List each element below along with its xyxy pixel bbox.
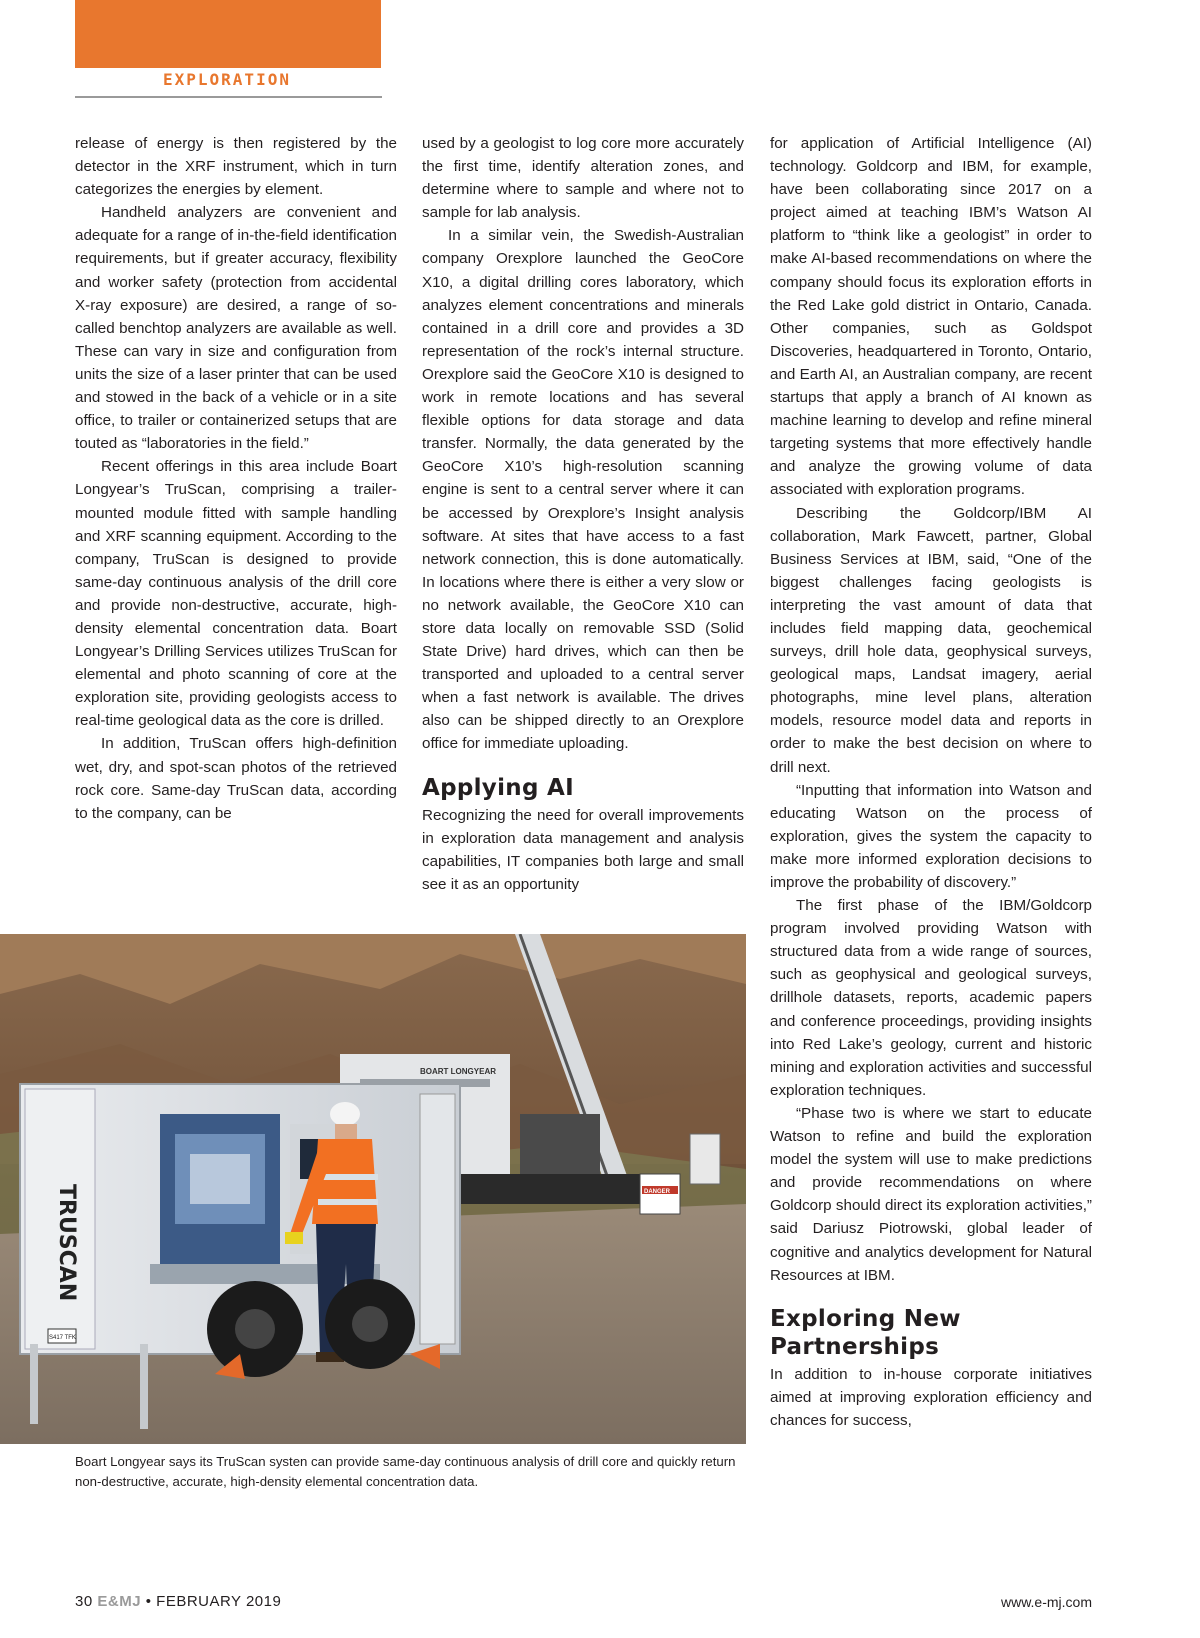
footer-separator: • bbox=[145, 1593, 152, 1610]
license-plate: S417 TFK bbox=[49, 1335, 76, 1341]
paragraph: Describing the Goldcorp/IBM AI collaboration, Mark Fawcett, partner, Global Business Services at IBM, said, “One of the biggest challenges facing geologists is interpreting the vast amount of data that includes field mapping data, geochemical surveys, drill hole data, geophysical surveys, geological maps, Landsat imagery, aerial photographs, mine level plans, alteration models, resource model data and reports in order to make the best decision on where to drill next. bbox=[770, 504, 1092, 776]
article-column-3 bbox=[770, 132, 1092, 1432]
paragraph: In a similar vein, the Swedish-Australian company Orexplore launched the GeoCore X10, a digital drilling cores laboratory, which analyzes element concentrations and minerals contained in a drill core and provides a 3D representation of the rock’s internal structure. Orexplore said the GeoCore X10 is designed to work in remote locations and has several flexible options for data storage and data transfer. Normally, the data generated by the GeoCore X10’s high-resolution scanning engine is sent to a central server where it can be accessed by Orexplore’s Insight analysis software. At sites that have access to a fast network connection, this is done automatically. In locations where there is either a very slow or no network available, the GeoCore X10 can store data locally on removable SSD (Solid State Drive) hard drives, which can then be transported and uploaded to a central server when a fast network is available. The drives also can be shipped directly to an Orexplore office for immediate uploading. bbox=[422, 227, 744, 753]
subheading-exploring-partnerships: Exploring New Partnerships bbox=[770, 1305, 961, 1360]
photo-caption: Boart Longyear says its TruScan systen can provide same-day continuous analysis of drill core and quickly return non-destructive, accurate, high-density elemental concentration data. bbox=[75, 1454, 736, 1489]
paragraph: Handheld analyzers are convenient and adequate for a range of in-the-field identification requirements, but if greater accuracy, flexibility and worker safety (protection from accidental X-ray exposure) are desired, a range of so-called benchtop analyzers are available as well. These can vary in size and configuration from units the size of a laser printer that can be used and stowed in the back of a vehicle or in a site office, to trailer or containerized setups that are touted as “laboratories in the field.” bbox=[75, 204, 397, 453]
paragraph: The first phase of the IBM/Goldcorp program involved providing Watson with structured data from a wide range of sources, such as geophysical and geological surveys, drillhole datasets, reports, academic papers and conference proceedings, providing insights into Red Lake’s geology, current and historic mining and exploration activities and successful exploration techniques. bbox=[770, 897, 1092, 1099]
trailer-brand-label: TRUSCAN bbox=[54, 1184, 79, 1302]
website-url[interactable]: www.e-mj.com bbox=[1000, 1594, 1092, 1610]
magazine-brand: E&MJ bbox=[97, 1593, 142, 1610]
article-column-2 bbox=[422, 132, 744, 896]
subheading-applying-ai: Applying AI bbox=[422, 774, 574, 801]
article-column-1 bbox=[75, 132, 397, 825]
danger-sign-label: DANGER bbox=[644, 1189, 671, 1195]
paragraph: “Phase two is where we start to educate Watson to refine and build the exploration model the system will use to make predictions and provide recommendations on where Goldcorp should direct its exploration activities,” said Dariusz Piotrowski, global leader of cognitive and analytics development for Natural Resources at IBM. bbox=[770, 1104, 1092, 1284]
rig-brand-label: BOART LONGYEAR bbox=[420, 1067, 496, 1076]
issue-date: FEBRUARY 2019 bbox=[156, 1593, 282, 1610]
paragraph: Recognizing the need for overall improvements in exploration data management and analysis capabilities, IT companies both large and small see it as an opportunity bbox=[422, 806, 744, 893]
paragraph: used by a geologist to log core more accurately the first time, identify alteration zones, and determine where to sample and where not to sample for lab analysis. bbox=[422, 135, 744, 222]
paragraph: In addition, TruScan offers high-definition wet, dry, and spot-scan photos of the retrieved rock core. Same-day TruScan data, according to the company, can be bbox=[75, 735, 397, 822]
page-footer-left bbox=[75, 1593, 281, 1610]
truscan-trailer-photo bbox=[0, 934, 746, 1444]
paragraph: release of energy is then registered by the detector in the XRF instrument, which in turn categorizes the energies by element. bbox=[75, 135, 397, 199]
paragraph: Recent offerings in this area include Boart Longyear’s TruScan, comprising a trailer-mounted module fitted with sample handling and XRF scanning equipment. According to the company, TruScan is designed to provide same-day continuous analysis of the drill core and provide non-destructive, accurate, high-density elemental concentration data. Boart Longyear’s Drilling Services utilizes TruScan for elemental and photo scanning of core at the exploration site, providing geologists access to real-time geological data as the core is drilled. bbox=[75, 458, 397, 730]
paragraph: for application of Artificial Intelligence (AI) technology. Goldcorp and IBM, for example, have been collaborating since 2017 on a project aimed at teaching IBM’s Watson AI platform to “think like a geologist” in order to make AI-based recommendations on where the company should focus its exploration efforts in the Red Lake gold district in Ontario, Canada. Other companies, such as Goldspot Discoveries, headquartered in Toronto, Ontario, and Earth AI, an Australian company, are recent startups that apply a branch of AI known as machine learning to develop and refine mineral targeting systems that more effectively handle and analyze the growing volume of data associated with exploration programs. bbox=[770, 135, 1092, 499]
section-divider bbox=[75, 96, 382, 98]
page-number: 30 bbox=[75, 1593, 93, 1610]
paragraph: “Inputting that information into Watson and educating Watson on the process of exploration, gives the system the capacity to make more informed exploration decisions to improve the probability of discovery.” bbox=[770, 781, 1092, 891]
header-color-tab bbox=[75, 0, 381, 68]
section-label: EXPLORATION bbox=[163, 70, 291, 89]
paragraph: In addition to in-house corporate initiatives aimed at improving exploration efficiency and chances for success, bbox=[770, 1365, 1092, 1429]
